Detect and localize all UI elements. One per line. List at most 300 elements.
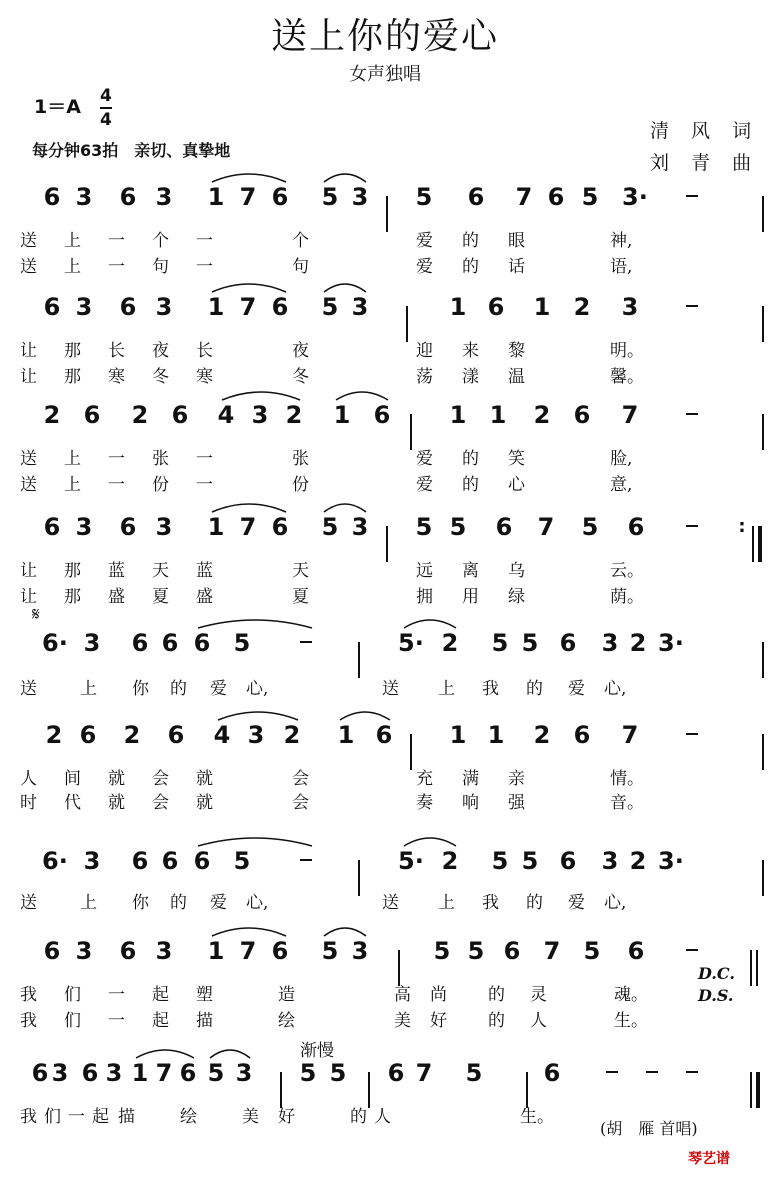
note: 6	[161, 847, 179, 875]
slur	[324, 284, 366, 292]
note: 6	[373, 401, 391, 429]
lyric-syllable: 寒	[108, 367, 125, 387]
lyric-syllable: 时	[20, 793, 37, 813]
note: 6	[271, 293, 289, 321]
note: 5	[583, 937, 601, 965]
beams-and-slurs	[0, 278, 770, 318]
lyric-syllable: 爱	[416, 449, 433, 469]
slur	[324, 504, 366, 512]
singer-credit: (胡 雁 首唱)	[600, 1119, 698, 1138]
note: 7	[415, 1059, 433, 1087]
note: 6	[627, 513, 645, 541]
note: 3	[351, 513, 369, 541]
lyric-syllable: 送	[20, 449, 37, 469]
note: 7	[239, 937, 257, 965]
note: 3	[601, 847, 619, 875]
lyric-syllable: 我	[482, 893, 499, 913]
note: 2	[283, 721, 301, 749]
lyric-syllable: 一	[196, 231, 213, 251]
lyric-syllable: 的	[462, 231, 479, 251]
note: 2	[629, 629, 647, 657]
lyric-syllable: 夏	[292, 587, 309, 607]
lyric-syllable: 来	[462, 341, 479, 361]
lyric-line	[20, 788, 760, 816]
lyric-syllable: 好	[278, 1107, 295, 1127]
lyric-line	[20, 888, 760, 916]
note: 5	[465, 1059, 483, 1087]
note: 1	[487, 721, 505, 749]
lyric-line	[20, 336, 760, 364]
note: 6	[503, 937, 521, 965]
lyric-syllable: 眼	[508, 231, 525, 251]
note: 3	[83, 847, 101, 875]
note: 5	[491, 847, 509, 875]
note: 7	[543, 937, 561, 965]
lyric-syllable: 迎	[416, 341, 433, 361]
note: 6	[573, 401, 591, 429]
lyric-syllable: 笑	[508, 449, 525, 469]
beams-and-slurs	[0, 832, 770, 872]
site-logo: 琴艺谱	[688, 1151, 730, 1167]
slur	[324, 174, 366, 182]
lyric-syllable: 爱	[568, 679, 585, 699]
slur	[136, 1050, 194, 1058]
beams-and-slurs	[0, 386, 770, 426]
note: 3	[75, 293, 93, 321]
lyric-syllable: 夜	[152, 341, 169, 361]
beams-and-slurs	[0, 168, 770, 208]
lyric-syllable: 上	[80, 893, 97, 913]
lyric-syllable: 一	[196, 257, 213, 277]
lyric-syllable: 冬	[292, 367, 309, 387]
lyric-syllable: 就	[196, 769, 213, 789]
lyric-syllable: 一	[108, 231, 125, 251]
note: 2	[629, 847, 647, 875]
lyric-syllable: 荡	[416, 367, 433, 387]
lyric-line	[20, 582, 760, 610]
note: 1	[533, 293, 551, 321]
note: 5	[521, 847, 539, 875]
lyric-syllable: 会	[292, 793, 309, 813]
lyric-syllable: 那	[64, 367, 81, 387]
lyric-syllable: 起	[92, 1107, 109, 1127]
slur	[336, 392, 388, 400]
ds-marking: D.S.	[698, 986, 734, 1005]
lyric-syllable: 拥	[416, 587, 433, 607]
note: 6	[487, 293, 505, 321]
lyric-syllable: 绘	[278, 1011, 295, 1031]
lyric-line	[20, 226, 760, 254]
lyric-syllable: 张	[152, 449, 169, 469]
lyric-syllable: 生。	[614, 1011, 648, 1031]
lyric-syllable: 爱	[568, 893, 585, 913]
note: 7	[621, 401, 639, 429]
slur	[404, 838, 456, 846]
lyric-syllable: 送	[20, 475, 37, 495]
lyric-syllable: 心,	[604, 679, 627, 699]
note: 5	[321, 937, 339, 965]
note: 2	[43, 401, 61, 429]
note: 6	[179, 1059, 197, 1087]
note: 7	[621, 721, 639, 749]
note: 4	[217, 401, 235, 429]
lyric-syllable: 蓝	[196, 561, 213, 581]
note: 6	[375, 721, 393, 749]
note: 6	[171, 401, 189, 429]
lyric-syllable: 人	[530, 1011, 547, 1031]
lyric-syllable: 送	[382, 679, 399, 699]
time-signature-line	[100, 107, 112, 109]
lyric-syllable: 馨。	[610, 367, 644, 387]
note: 6	[43, 513, 61, 541]
note: 3·	[658, 629, 684, 657]
note: 3	[351, 183, 369, 211]
lyric-syllable: 尚	[430, 985, 447, 1005]
note: 7	[239, 293, 257, 321]
slur	[212, 928, 286, 936]
beams-and-slurs	[0, 1044, 770, 1084]
note: 5	[449, 513, 467, 541]
note: 7	[239, 183, 257, 211]
lyric-syllable: 让	[20, 561, 37, 581]
lyric-line	[20, 470, 760, 498]
note: 6	[43, 937, 61, 965]
note: 2	[441, 847, 459, 875]
note: 6·	[42, 629, 68, 657]
lyric-syllable: 我	[20, 985, 37, 1005]
lyric-syllable: 个	[152, 231, 169, 251]
slur	[198, 620, 312, 628]
note: 6	[131, 629, 149, 657]
note: 5	[581, 183, 599, 211]
lyric-syllable: 远	[416, 561, 433, 581]
lyric-line	[20, 980, 760, 1008]
lyric-syllable: 心,	[246, 893, 269, 913]
lyric-syllable: 起	[152, 1011, 169, 1031]
lyric-syllable: 一	[68, 1107, 85, 1127]
slur	[340, 712, 390, 720]
time-signature-bottom: 4	[100, 110, 112, 130]
lyric-line	[20, 1006, 760, 1034]
slur	[198, 838, 312, 846]
lyric-syllable: 塑	[196, 985, 213, 1005]
lyric-syllable: 上	[80, 679, 97, 699]
note: 2	[45, 721, 63, 749]
lyric-syllable: 用	[462, 587, 479, 607]
tempo-change-label: 渐慢	[300, 1041, 334, 1061]
note: 6	[547, 183, 565, 211]
slur	[210, 1050, 250, 1058]
note: 6	[119, 937, 137, 965]
note: 3	[247, 721, 265, 749]
note: 5	[233, 847, 251, 875]
lyric-syllable: 绘	[180, 1107, 197, 1127]
note: 5	[521, 629, 539, 657]
composer-credit: 刘 青 曲	[650, 152, 760, 174]
lyric-syllable: 人	[374, 1107, 391, 1127]
lyric-syllable: 一	[196, 475, 213, 495]
time-signature-top: 4	[100, 86, 112, 106]
note: 7	[239, 513, 257, 541]
note: 1	[449, 401, 467, 429]
lyric-syllable: 的	[488, 1011, 505, 1031]
note: 4	[213, 721, 231, 749]
note: 5	[233, 629, 251, 657]
lyric-syllable: 神,	[610, 231, 633, 251]
lyric-syllable: 心	[508, 475, 525, 495]
lyric-syllable: 的	[462, 449, 479, 469]
lyric-syllable: 我	[20, 1011, 37, 1031]
lyric-syllable: 蓝	[108, 561, 125, 581]
lyric-syllable: 一	[108, 1011, 125, 1031]
lyric-syllable: 明。	[610, 341, 644, 361]
note: 6	[559, 629, 577, 657]
lyric-syllable: 盛	[108, 587, 125, 607]
note: 7	[155, 1059, 173, 1087]
key-signature: 1＝A	[34, 96, 81, 118]
note: 3	[83, 629, 101, 657]
lyric-syllable: 送	[20, 893, 37, 913]
note: 3	[251, 401, 269, 429]
note: 6	[271, 937, 289, 965]
note: 1	[207, 513, 225, 541]
lyric-syllable: 一	[108, 449, 125, 469]
note: 1	[489, 401, 507, 429]
note: 3	[75, 937, 93, 965]
lyric-syllable: 让	[20, 587, 37, 607]
note: 6	[271, 513, 289, 541]
lyric-syllable: 的	[170, 893, 187, 913]
note: 6	[559, 847, 577, 875]
lyric-syllable: 音。	[610, 793, 644, 813]
note: 5	[433, 937, 451, 965]
lyric-syllable: 送	[20, 231, 37, 251]
slur	[212, 174, 286, 182]
note: 6·	[42, 847, 68, 875]
lyric-syllable: 的	[526, 893, 543, 913]
lyric-syllable: 生。	[520, 1107, 554, 1127]
lyric-syllable: 一	[108, 475, 125, 495]
lyric-syllable: 那	[64, 341, 81, 361]
lyric-syllable: 温	[508, 367, 525, 387]
note: 3	[621, 293, 639, 321]
lyric-syllable: 响	[462, 793, 479, 813]
note: 3	[155, 513, 173, 541]
lyric-syllable: 的	[488, 985, 505, 1005]
repeat-sign: :	[738, 516, 746, 537]
lyric-syllable: 黎	[508, 341, 525, 361]
note: 6	[83, 401, 101, 429]
note: 5	[321, 293, 339, 321]
note: 3	[351, 937, 369, 965]
lyric-syllable: 起	[152, 985, 169, 1005]
lyric-syllable: 长	[196, 341, 213, 361]
note: 5	[581, 513, 599, 541]
note: 1	[207, 293, 225, 321]
lyric-syllable: 云。	[610, 561, 644, 581]
lyric-syllable: 张	[292, 449, 309, 469]
lyric-syllable: 话	[508, 257, 525, 277]
note: 6	[131, 847, 149, 875]
note: 6	[167, 721, 185, 749]
lyric-syllable: 代	[64, 793, 81, 813]
note: 6	[495, 513, 513, 541]
note: 3·	[658, 847, 684, 875]
lyric-syllable: 你	[132, 893, 149, 913]
note: 6	[31, 1059, 49, 1087]
note: 6	[81, 1059, 99, 1087]
note: 1	[333, 401, 351, 429]
song-subtitle: 女声独唱	[349, 64, 421, 85]
note: 3	[75, 513, 93, 541]
note: 6	[43, 183, 61, 211]
lyric-syllable: 上	[64, 231, 81, 251]
note: 5·	[398, 629, 424, 657]
lyric-syllable: 那	[64, 561, 81, 581]
note: 1	[449, 721, 467, 749]
time-signature	[100, 86, 112, 130]
slur	[212, 284, 286, 292]
note: 3	[351, 293, 369, 321]
lyric-syllable: 的	[462, 475, 479, 495]
lyric-line	[20, 444, 760, 472]
lyric-syllable: 间	[64, 769, 81, 789]
lyric-syllable: 们	[64, 1011, 81, 1031]
lyric-syllable: 送	[382, 893, 399, 913]
lyric-syllable: 荫。	[610, 587, 644, 607]
lyric-syllable: 冬	[152, 367, 169, 387]
lyric-syllable: 你	[132, 679, 149, 699]
segno-sign: 𝄋	[32, 604, 40, 625]
note: 3	[75, 183, 93, 211]
lyric-syllable: 就	[196, 793, 213, 813]
lyric-syllable: 亲	[508, 769, 525, 789]
lyric-syllable: 们	[64, 985, 81, 1005]
lyric-syllable: 情。	[610, 769, 644, 789]
beams-and-slurs	[0, 922, 770, 962]
note: 7	[537, 513, 555, 541]
note: 3	[105, 1059, 123, 1087]
note: 5	[321, 513, 339, 541]
song-title: 送上你的爱心	[270, 16, 499, 57]
lyric-syllable: 上	[64, 475, 81, 495]
note: 2	[123, 721, 141, 749]
tempo-marking: 每分钟63拍 亲切、真挚地	[32, 141, 231, 160]
note: 2	[131, 401, 149, 429]
note: 6	[43, 293, 61, 321]
lyric-syllable: 会	[292, 769, 309, 789]
note: 6	[119, 513, 137, 541]
lyric-syllable: 的	[526, 679, 543, 699]
lyric-syllable: 那	[64, 587, 81, 607]
lyric-syllable: 爱	[210, 893, 227, 913]
lyric-line	[20, 556, 760, 584]
note: 1	[207, 183, 225, 211]
lyric-syllable: 就	[108, 793, 125, 813]
note: 3	[155, 293, 173, 321]
lyric-syllable: 上	[438, 893, 455, 913]
lyric-syllable: 夜	[292, 341, 309, 361]
lyric-line	[20, 674, 760, 702]
lyric-syllable: 份	[292, 475, 309, 495]
note: 3	[235, 1059, 253, 1087]
slur	[324, 928, 366, 936]
lyric-syllable: 满	[462, 769, 479, 789]
lyric-syllable: 个	[292, 231, 309, 251]
note: 5	[207, 1059, 225, 1087]
lyric-syllable: 份	[152, 475, 169, 495]
lyric-syllable: 会	[152, 793, 169, 813]
lyric-syllable: 意,	[610, 475, 633, 495]
lyric-syllable: 寒	[196, 367, 213, 387]
lyric-syllable: 会	[152, 769, 169, 789]
note: 5	[415, 513, 433, 541]
lyric-syllable: 爱	[210, 679, 227, 699]
note: 2	[573, 293, 591, 321]
lyric-syllable: 充	[416, 769, 433, 789]
lyric-syllable: 上	[64, 257, 81, 277]
lyric-syllable: 天	[152, 561, 169, 581]
note: 3	[155, 183, 173, 211]
lyric-syllable: 奏	[416, 793, 433, 813]
lyricist-credit: 清 风 词	[650, 120, 760, 142]
lyric-syllable: 送	[20, 257, 37, 277]
note: 3·	[622, 183, 648, 211]
note: 5	[329, 1059, 347, 1087]
lyric-syllable: 脸,	[610, 449, 633, 469]
lyric-syllable: 一	[108, 257, 125, 277]
note: 1	[131, 1059, 149, 1087]
slur	[222, 392, 300, 400]
note: 6	[161, 629, 179, 657]
slur	[212, 504, 286, 512]
note: 6	[193, 847, 211, 875]
lyric-syllable: 就	[108, 769, 125, 789]
note: 6	[627, 937, 645, 965]
note: 3	[601, 629, 619, 657]
beams-and-slurs	[0, 498, 770, 538]
lyric-line	[20, 252, 760, 280]
lyric-syllable: 好	[430, 1011, 447, 1031]
note: 7	[515, 183, 533, 211]
note: 6	[193, 629, 211, 657]
note: 3	[51, 1059, 69, 1087]
lyric-syllable: 人	[20, 769, 37, 789]
lyric-syllable: 句	[152, 257, 169, 277]
slur	[218, 712, 298, 720]
note: 6	[573, 721, 591, 749]
lyric-syllable: 夏	[152, 587, 169, 607]
lyric-syllable: 漾	[462, 367, 479, 387]
lyric-syllable: 绿	[508, 587, 525, 607]
lyric-syllable: 爱	[416, 475, 433, 495]
note: 6	[79, 721, 97, 749]
lyric-syllable: 的	[350, 1107, 367, 1127]
lyric-syllable: 句	[292, 257, 309, 277]
lyric-syllable: 让	[20, 341, 37, 361]
lyric-syllable: 上	[438, 679, 455, 699]
note: 5	[321, 183, 339, 211]
note: 5·	[398, 847, 424, 875]
lyric-syllable: 盛	[196, 587, 213, 607]
lyric-syllable: 离	[462, 561, 479, 581]
note: 1	[337, 721, 355, 749]
lyric-syllable: 美	[242, 1107, 259, 1127]
beams-and-slurs	[0, 706, 770, 746]
note: 5	[467, 937, 485, 965]
lyric-syllable: 我	[20, 1107, 37, 1127]
lyric-syllable: 美	[394, 1011, 411, 1031]
